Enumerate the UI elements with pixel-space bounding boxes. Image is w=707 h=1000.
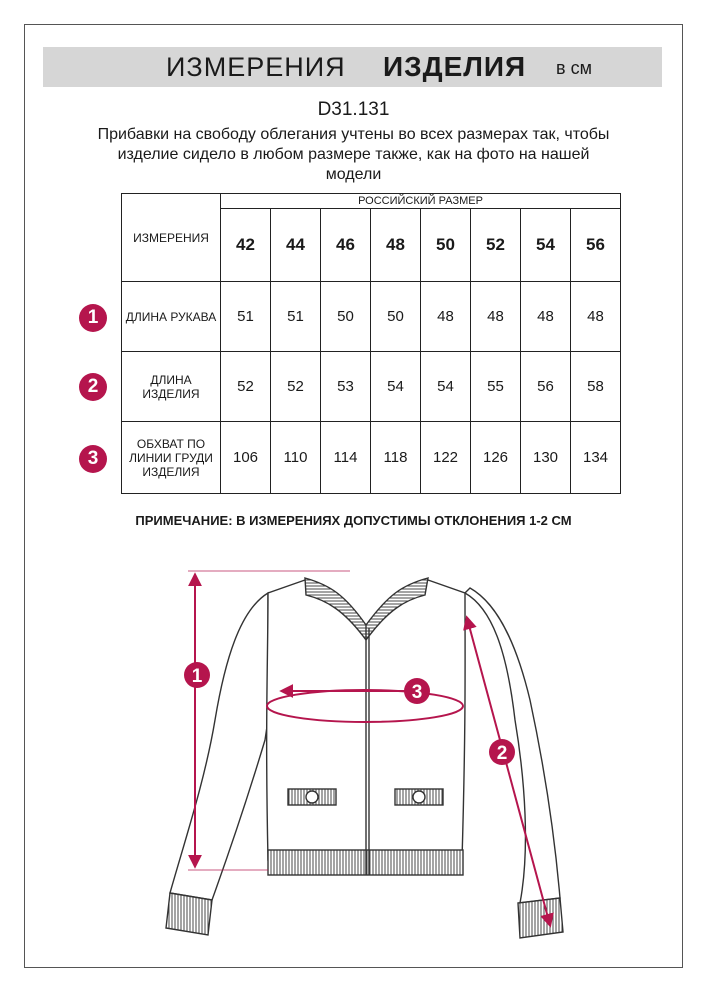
table-cell: 55 [471,352,521,422]
size-54: 54 [521,209,571,282]
jacket-diagram [0,555,707,955]
svg-text:3: 3 [411,682,423,703]
row-label-length: ДЛИНА ИЗДЕЛИЯ [122,352,221,422]
row-marker-1: 1 [79,304,107,332]
size-44: 44 [271,209,321,282]
size-56: 56 [571,209,621,282]
size-52: 52 [471,209,521,282]
size-header: РОССИЙСКИЙ РАЗМЕР [221,194,621,209]
table-cell: 48 [421,282,471,352]
title-measurements: ИЗМЕРЕНИЯ [166,52,346,82]
size-table [121,193,621,494]
size-48: 48 [371,209,421,282]
svg-text:1: 1 [191,666,203,687]
table-cell: 126 [471,422,521,494]
size-42: 42 [221,209,271,282]
title-product: ИЗДЕЛИЯ [383,51,527,82]
table-cell: 110 [271,422,321,494]
table-cell: 114 [321,422,371,494]
table-cell: 50 [321,282,371,352]
table-cell: 48 [521,282,571,352]
table-cell: 122 [421,422,471,494]
table-cell: 56 [521,352,571,422]
svg-text:2: 2 [496,743,508,764]
tolerance-note: ПРИМЕЧАНИЕ: В ИЗМЕРЕНИЯХ ДОПУСТИМЫ ОТКЛОНЕНИЯ 1-2 СМ [135,513,572,528]
table-cell: 48 [571,282,621,352]
table-cell: 51 [271,282,321,352]
fit-note: Прибавки на свободу облегания учтены во всех размерах так, чтобы изделие сидело в любом размере также, как на фото на нашей модели [97,126,610,183]
table-cell: 54 [421,352,471,422]
diagram-marker-3 [404,678,430,704]
size-46: 46 [321,209,371,282]
corner-label: ИЗМЕРЕНИЯ [122,194,221,282]
table-cell: 118 [371,422,421,494]
table-cell: 54 [371,352,421,422]
diagram-marker-1 [184,662,210,688]
diagram-marker-2 [489,739,515,765]
product-code: D31.131 [317,99,390,120]
table-cell: 134 [571,422,621,494]
table-cell: 51 [221,282,271,352]
row-marker-2: 2 [79,373,107,401]
row-marker-3: 3 [79,445,107,473]
table-cell: 52 [271,352,321,422]
row-label-chest: ОБХВАТ ПО ЛИНИИ ГРУДИ ИЗДЕЛИЯ [122,422,221,494]
row-label-sleeve: ДЛИНА РУКАВА [122,282,221,352]
table-cell: 58 [571,352,621,422]
title-bar [43,47,662,87]
table-cell: 52 [221,352,271,422]
table-cell: 48 [471,282,521,352]
title-unit: в см [556,58,592,78]
table-cell: 53 [321,352,371,422]
size-50: 50 [421,209,471,282]
table-cell: 130 [521,422,571,494]
table-cell: 50 [371,282,421,352]
table-cell: 106 [221,422,271,494]
